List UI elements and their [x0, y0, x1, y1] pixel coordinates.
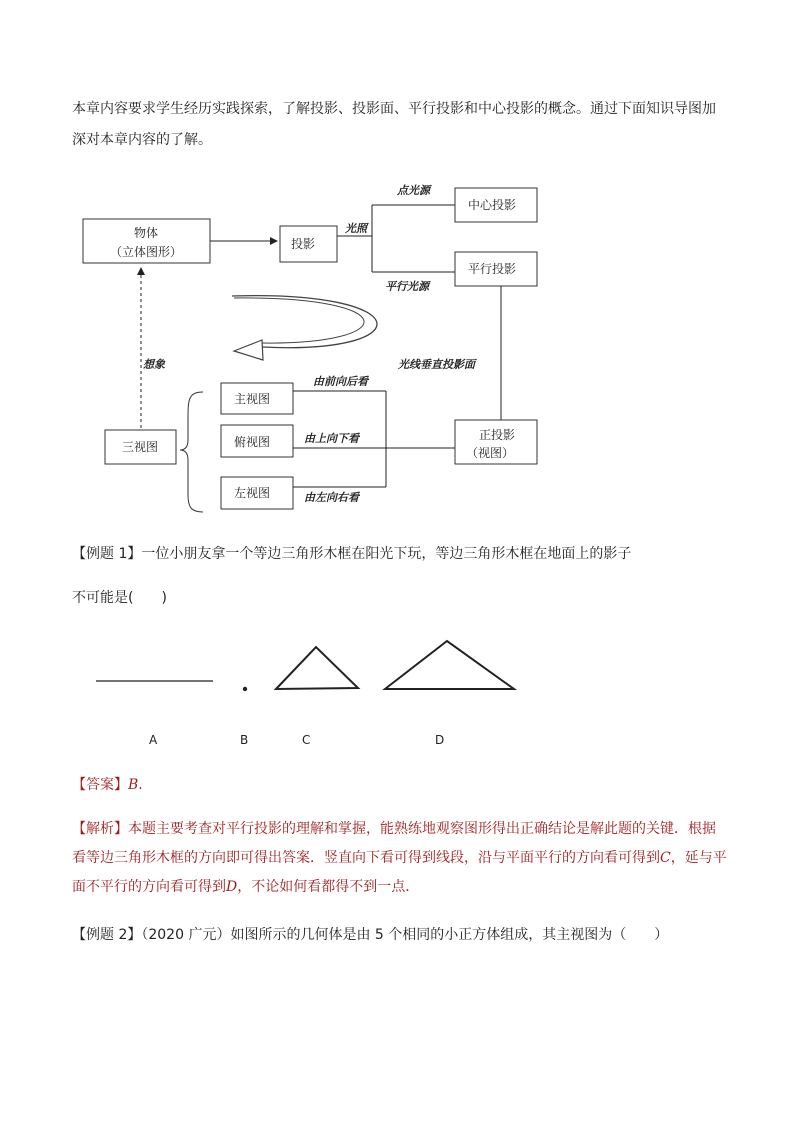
- answer-line: [72, 770, 727, 801]
- front-to-back-label: 由前向后看: [313, 375, 368, 388]
- left-to-right-label: 由左向右看: [304, 491, 359, 504]
- example1-text: 一位小朋友拿一个等边三角形木框在阳光下玩，等边三角形木框在地面上的影子: [141, 546, 632, 562]
- top-view-label: 俯视图: [233, 435, 271, 449]
- analysis-tag: 【解析】: [72, 821, 128, 837]
- option-b-point: [243, 687, 247, 691]
- imagination-label: 想象: [143, 358, 165, 371]
- object-label: 物体: [133, 226, 159, 240]
- curved-arrow-head: [234, 340, 263, 360]
- answer-value: B: [128, 777, 139, 793]
- example1-tag: 【例题 1】: [72, 546, 142, 562]
- example2-tag: 【例题 2】: [72, 927, 142, 943]
- orthographic-sublabel: （视图）: [465, 446, 515, 460]
- analysis-c: C: [660, 850, 671, 866]
- example2-question: [72, 920, 727, 951]
- perpendicular-label: 光线垂直投影面: [398, 358, 475, 371]
- central-projection-label: 中心投影: [467, 198, 517, 212]
- intro-paragraph: 本章内容要求学生经历实践探索，了解投影、投影面、平行投影和中心投影的概念。通过下面知识导图加深对本章内容的了解。: [72, 101, 716, 148]
- example1-question-cont: 不可能是( ): [72, 590, 167, 606]
- analysis-part2: ，延与平面不平行的方向看可得到: [72, 850, 727, 895]
- three-views-label: 三视图: [121, 440, 159, 454]
- analysis-part1: 本题主要考查对平行投影的理解和掌握，能熟练地观察图形得出正确结论是解此题的关键．根据看等边三角形木框的方向即可得出答案．竖直向下看可得到线段，沿与平面平行的方向看可得到: [72, 821, 716, 866]
- front-view-label: 主视图: [233, 392, 271, 406]
- point-source-label: 点光源: [397, 184, 430, 197]
- analysis-part3: ，不论如何看都得不到一点．: [237, 879, 420, 895]
- option-d-label: D: [435, 733, 445, 747]
- option-c-triangle: [276, 647, 358, 689]
- curved-arrow: [232, 296, 377, 348]
- example2-text: （2020 广元）如图所示的几何体是由 5 个相同的小正方体组成，其主视图为（ ）: [141, 927, 669, 943]
- left-view-label: 左视图: [233, 486, 271, 500]
- projection-label: 投影: [290, 237, 316, 251]
- parallel-source-label: 平行光源: [385, 280, 429, 293]
- analysis-paragraph: [72, 815, 727, 902]
- example1-question: [72, 539, 727, 570]
- object-sublabel: （立体图形）: [109, 245, 183, 259]
- brace: [180, 392, 203, 512]
- answer-tag: 【答案】: [72, 777, 128, 793]
- orthographic-label: 正投影: [478, 428, 516, 442]
- answer-end: .: [138, 777, 143, 793]
- light-shine-label: 光照: [345, 222, 367, 235]
- analysis-d: D: [226, 879, 238, 895]
- top-to-bottom-label: 由上向下看: [304, 432, 359, 445]
- option-a-label: A: [149, 733, 158, 747]
- parallel-projection-label: 平行投影: [467, 262, 517, 276]
- option-b-label: B: [240, 733, 249, 747]
- option-c-label: C: [302, 733, 311, 747]
- option-d-triangle: [385, 641, 514, 689]
